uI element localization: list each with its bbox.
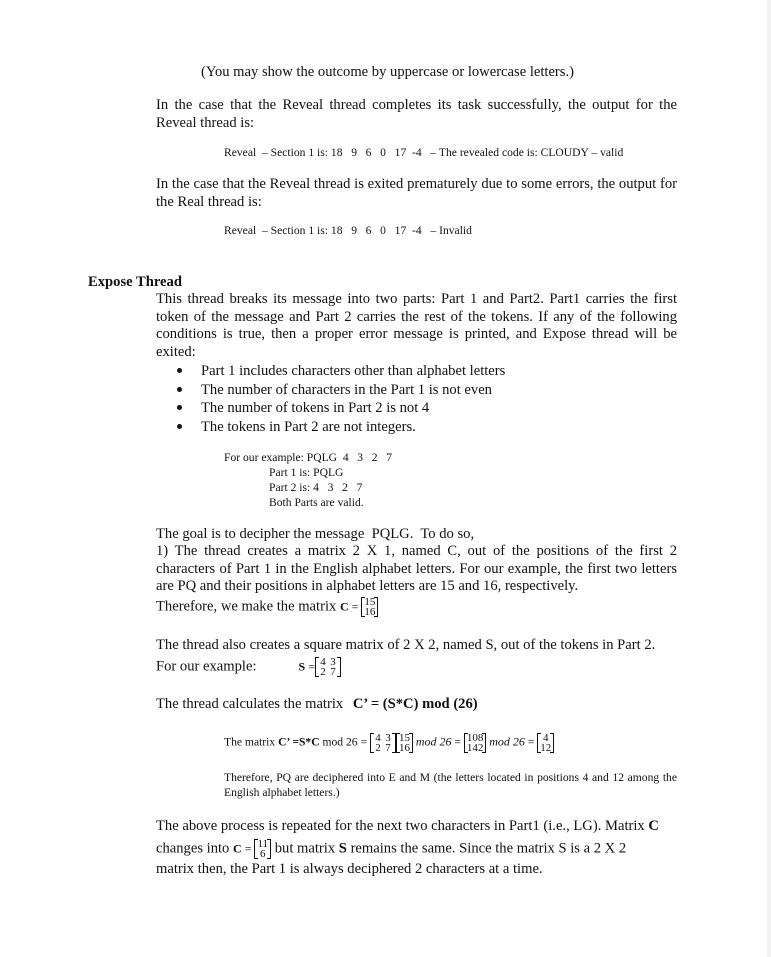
repeat-line1: The above process is repeated for the next two characters in Part1 (i.e., LG). Matrix C xyxy=(156,818,659,834)
conditions-list xyxy=(156,362,677,436)
section-heading: Expose Thread xyxy=(88,274,182,290)
list-item: The number of tokens in Part 2 is not 4 xyxy=(156,399,677,418)
matrix-s-line: For our example: S = 4 3 2 7 xyxy=(156,657,341,677)
matrix-product: 108 142 xyxy=(464,733,487,753)
success-paragraph: In the case that the Reveal thread completes its task successfully, the output for the Reveal thread is: xyxy=(156,97,677,131)
example-part1: Part 1 is: PQLG xyxy=(269,466,344,479)
bullet-icon xyxy=(177,368,182,373)
matrix-result: 4 12 xyxy=(537,733,554,753)
bullet-icon xyxy=(177,424,182,429)
therefore-note: Therefore, PQ are deciphered into E and M (the letters located in positions 4 and 12 among the English alphabet letters.) xyxy=(224,771,677,799)
bullet-icon xyxy=(177,405,182,410)
repeat-line3: matrix then, the Part 1 is always deciphered 2 characters at a time. xyxy=(156,861,543,877)
calc-formula: C’ = (S*C) mod (26) xyxy=(352,696,478,712)
step1-paragraph: 1) The thread creates a matrix 2 X 1, named C, out of the positions of the first 2 characters of Part 1 in the English alphabet letters. For our example, the first two letters are PQ and their positions in alphabet letters are 15 and 16, respectively. xyxy=(156,543,677,595)
c-label: C xyxy=(339,599,349,614)
list-item: Part 1 includes characters other than alphabet letters xyxy=(156,362,677,381)
matrix-c: 15 16 xyxy=(361,597,378,617)
matrix-s-eq: 4 3 2 7 xyxy=(370,733,396,753)
matrix-s: 4 3 2 7 xyxy=(315,657,341,677)
s-paragraph: The thread also creates a square matrix of 2 X 2, named S, out of the tokens in Part 2. xyxy=(156,637,656,653)
s-label: S xyxy=(298,659,306,674)
matrix-c-eq: 15 16 xyxy=(396,733,413,753)
example-valid: Both Parts are valid. xyxy=(269,496,364,509)
case-note: (You may show the outcome by uppercase or lowercase letters.) xyxy=(201,64,574,80)
list-item: The number of characters in the Part 1 is not even xyxy=(156,381,677,400)
success-output: Reveal – Section 1 is: 18 9 6 0 17 -4 – The revealed code is: CLOUDY – valid xyxy=(224,146,624,159)
matrix-c-line: Therefore, we make the matrix C = 15 16 xyxy=(156,597,378,617)
list-item: The tokens in Part 2 are not integers. xyxy=(156,418,677,437)
error-paragraph: In the case that the Reveal thread is exited prematurely due to some errors, the output for the Real thread is: xyxy=(156,176,677,210)
expose-paragraph: This thread breaks its message into two parts: Part 1 and Part2. Part1 carries the first token of the message and Part 2 carries the rest of the tokens. If any of the following conditions is true, then a proper error message is printed, and Expose thread will be exited: xyxy=(156,291,677,360)
repeat-line2: changes into C = 11 6 but matrix S remains the same. Since the matrix S is a 2 X 2 xyxy=(156,838,627,860)
matrix-equation: The matrix C’ =S*C mod 26 = 4 3 2 7 15 16 mod 26 = 108 142 mod 26 = 4 12 xyxy=(224,733,554,753)
bullet-icon xyxy=(177,387,182,392)
goal-line: The goal is to decipher the message PQLG. To do so, xyxy=(156,526,475,542)
matrix-c2: 11 6 xyxy=(254,839,271,859)
example-part2: Part 2 is: 4 3 2 7 xyxy=(269,481,363,494)
error-output: Reveal – Section 1 is: 18 9 6 0 17 -4 – Invalid xyxy=(224,224,472,237)
calc-line: The thread calculates the matrix C’ = (S*C) mod (26) xyxy=(156,696,478,712)
scrollbar[interactable] xyxy=(767,0,771,957)
example-line: For our example: PQLG 4 3 2 7 xyxy=(224,451,393,464)
